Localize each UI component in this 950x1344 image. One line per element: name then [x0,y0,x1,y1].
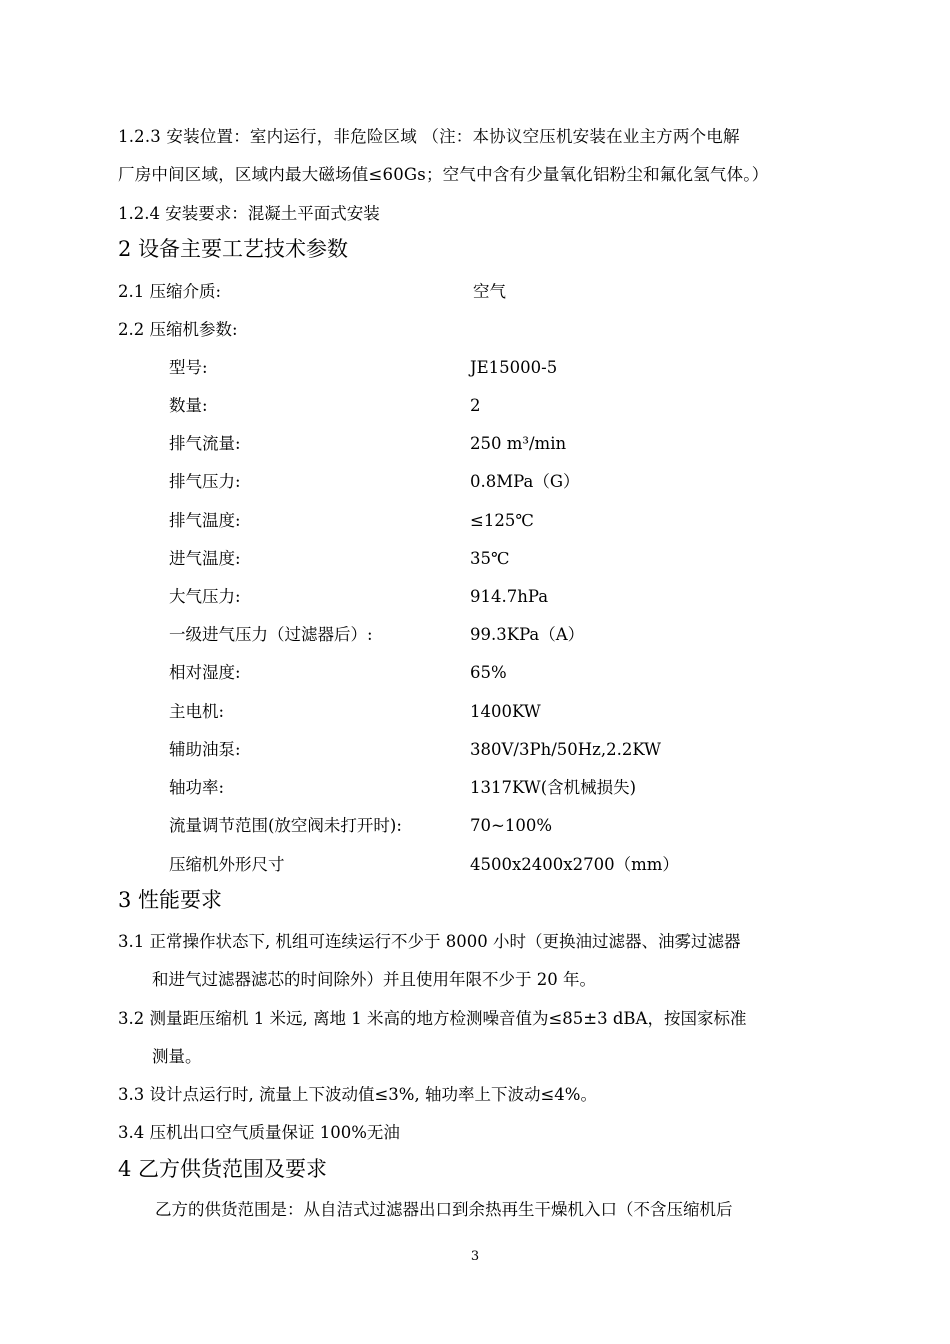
param-label: 流量调节范围(放空阀未打开时): [169,816,402,835]
section-3-2-line2: 测量。 [152,1047,202,1066]
param-label: 压缩机外形尺寸 [169,855,285,874]
page-number: 3 [470,1249,480,1264]
param-value: 0.8MPa（G） [470,472,580,491]
param-value: 65% [470,663,507,682]
param-label: 轴功率: [169,778,225,797]
param-value: 4500x2400x2700（mm） [470,855,679,874]
section-2-1-value: 空气 [473,282,506,301]
param-label: 排气流量: [169,434,241,453]
section-3-4: 3.4 压机出口空气质量保证 100%无油 [118,1123,400,1142]
param-label: 数量: [169,396,208,415]
param-label: 辅助油泵: [169,740,241,759]
param-value: 1317KW(含机械损失) [470,778,637,797]
param-label: 进气温度: [169,549,241,568]
section-1-2-4: 1.2.4 安装要求：混凝土平面式安装 [118,204,380,223]
param-value: 99.3KPa（A） [470,625,585,644]
param-value: 35℃ [470,549,510,568]
param-label: 排气压力: [169,472,241,491]
param-value: 380V/3Ph/50Hz,2.2KW [470,740,662,759]
section-2-2-label: 2.2 压缩机参数: [118,320,238,339]
heading-4: 4 乙方供货范围及要求 [118,1157,328,1181]
param-label: 主电机: [169,702,225,721]
section-3-3: 3.3 设计点运行时, 流量上下波动值≤3%, 轴功率上下波动≤4%。 [118,1085,597,1104]
param-value: 70~100% [470,816,552,835]
param-label: 型号: [169,358,208,377]
param-label: 大气压力: [169,587,241,606]
param-label: 排气温度: [169,511,241,530]
param-value: 2 [470,396,481,415]
section-3-1-line1: 3.1 正常操作状态下, 机组可连续运行不少于 8000 小时（更换油过滤器、油雾过滤器 [118,932,741,951]
param-label: 相对湿度: [169,663,241,682]
param-value: 914.7hPa [470,587,549,606]
param-value: 1400KW [470,702,541,721]
section-3-2-line1: 3.2 测量距压缩机 1 米远, 离地 1 米高的地方检测噪音值为≤85±3 dBA，按国家标准 [118,1009,747,1028]
section-4-line1: 乙方的供货范围是：从自洁式过滤器出口到余热再生干燥机入口（不含压缩机后 [155,1200,733,1219]
heading-3: 3 性能要求 [118,888,223,912]
param-value: JE15000-5 [470,358,558,377]
param-value: 250 m³/min [470,434,567,453]
section-1-2-3-line2: 厂房中间区域，区域内最大磁场值≤60Gs；空气中含有少量氧化铝粉尘和氟化氢气体。） [118,165,769,184]
param-value: ≤125℃ [470,511,534,530]
section-3-1-line2: 和进气过滤器滤芯的时间除外）并且使用年限不少于 20 年。 [152,970,596,989]
section-1-2-3-line1: 1.2.3 安装位置：室内运行，非危险区域 （注：本协议空压机安装在业主方两个电解 [118,127,740,146]
heading-2: 2 设备主要工艺技术参数 [118,237,349,261]
section-2-1-label: 2.1 压缩介质: [118,282,222,301]
param-label: 一级进气压力（过滤器后）: [169,625,373,644]
